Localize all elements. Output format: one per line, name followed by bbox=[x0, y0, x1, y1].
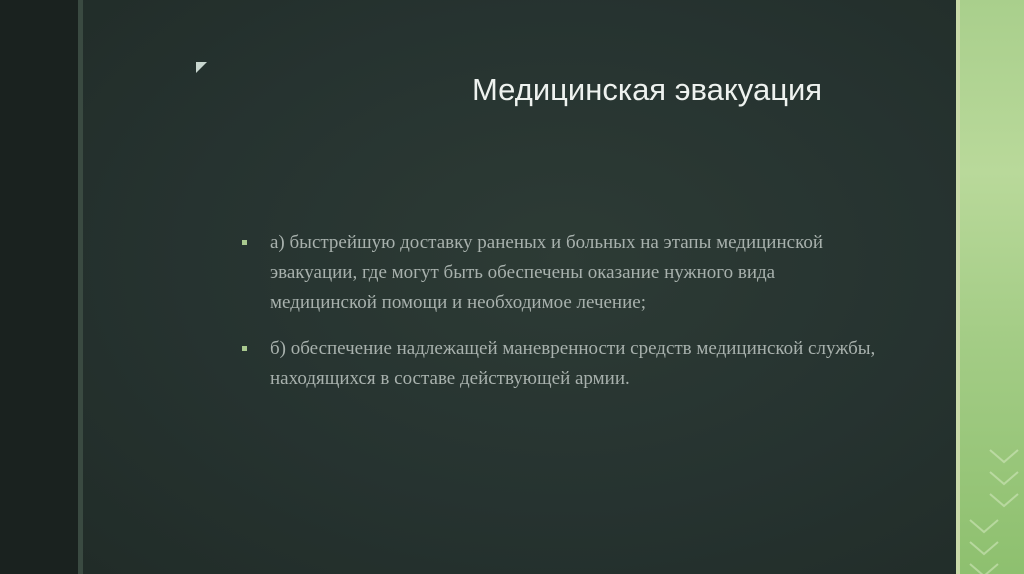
slide-title: Медицинская эвакуация bbox=[472, 72, 823, 107]
chevron-pattern-icon bbox=[960, 0, 1024, 574]
triangle-corner-icon bbox=[196, 62, 207, 73]
square-bullet-icon bbox=[242, 240, 247, 245]
bullet-text: а) быстрейшую доставку раненых и больных на этапы медицинской эвакуации, где могут быть обеспечены оказание нужного вида медицинской помощи и необходимое лечение; bbox=[270, 232, 824, 313]
bullet-list bbox=[240, 228, 880, 410]
list-item bbox=[240, 334, 880, 394]
right-decorative-band bbox=[960, 0, 1024, 574]
left-decorative-band bbox=[0, 0, 78, 574]
bullet-text: б) обеспечение надлежащей маневренности средств медицинской службы, находящихся в составе действующей армии. bbox=[270, 338, 876, 389]
square-bullet-icon bbox=[242, 346, 247, 351]
list-item bbox=[240, 228, 880, 318]
